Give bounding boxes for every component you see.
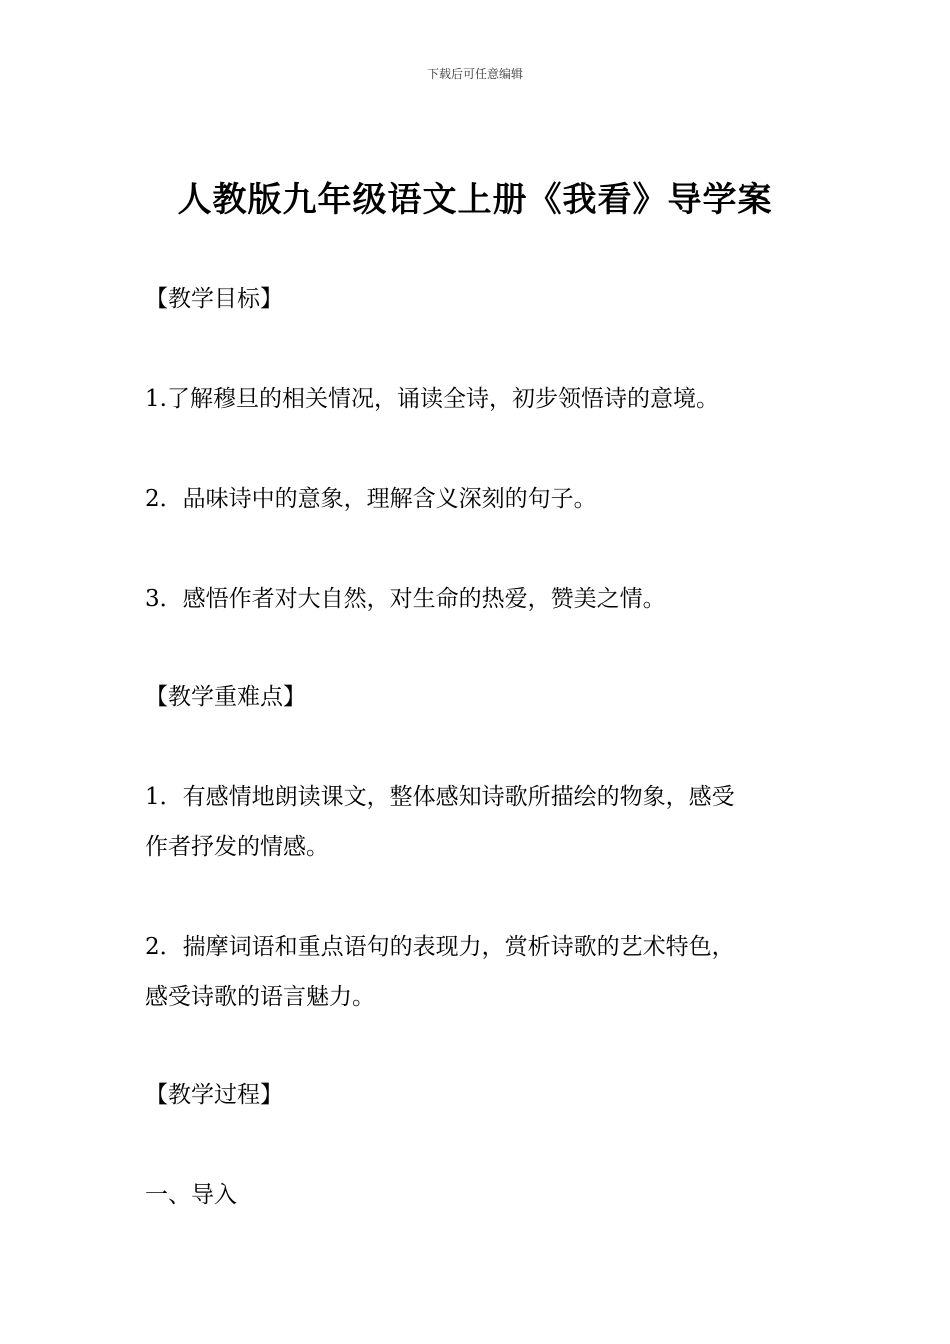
difficulty-item-2-line-1: 2．揣摩词语和重点语句的表现力，赏析诗歌的艺术特色， bbox=[145, 934, 735, 960]
objective-item-1: 1.了解穆旦的相关情况，诵读全诗，初步领悟诗的意境。 bbox=[145, 386, 719, 412]
objective-item-2: 2．品味诗中的意象，理解含义深刻的句子。 bbox=[145, 486, 597, 512]
header-note: 下载后可任意编辑 bbox=[426, 67, 523, 81]
objective-item-3: 3．感悟作者对大自然，对生命的热爱，赞美之情。 bbox=[145, 586, 666, 612]
difficulty-item-1-line-2: 作者抒发的情感。 bbox=[145, 834, 329, 860]
difficulty-item-1-line-1: 1．有感情地朗读课文，整体感知诗歌所描绘的物象，感受 bbox=[145, 784, 735, 810]
difficulty-item-2-line-2: 感受诗歌的语言魅力。 bbox=[145, 984, 375, 1010]
process-step-intro: 一、导入 bbox=[145, 1182, 237, 1208]
difficulties-heading: 【教学重难点】 bbox=[145, 684, 306, 710]
objectives-heading: 【教学目标】 bbox=[145, 286, 283, 312]
document-title: 人教版九年级语文上册《我看》导学案 bbox=[177, 180, 773, 220]
process-heading: 【教学过程】 bbox=[145, 1082, 283, 1108]
